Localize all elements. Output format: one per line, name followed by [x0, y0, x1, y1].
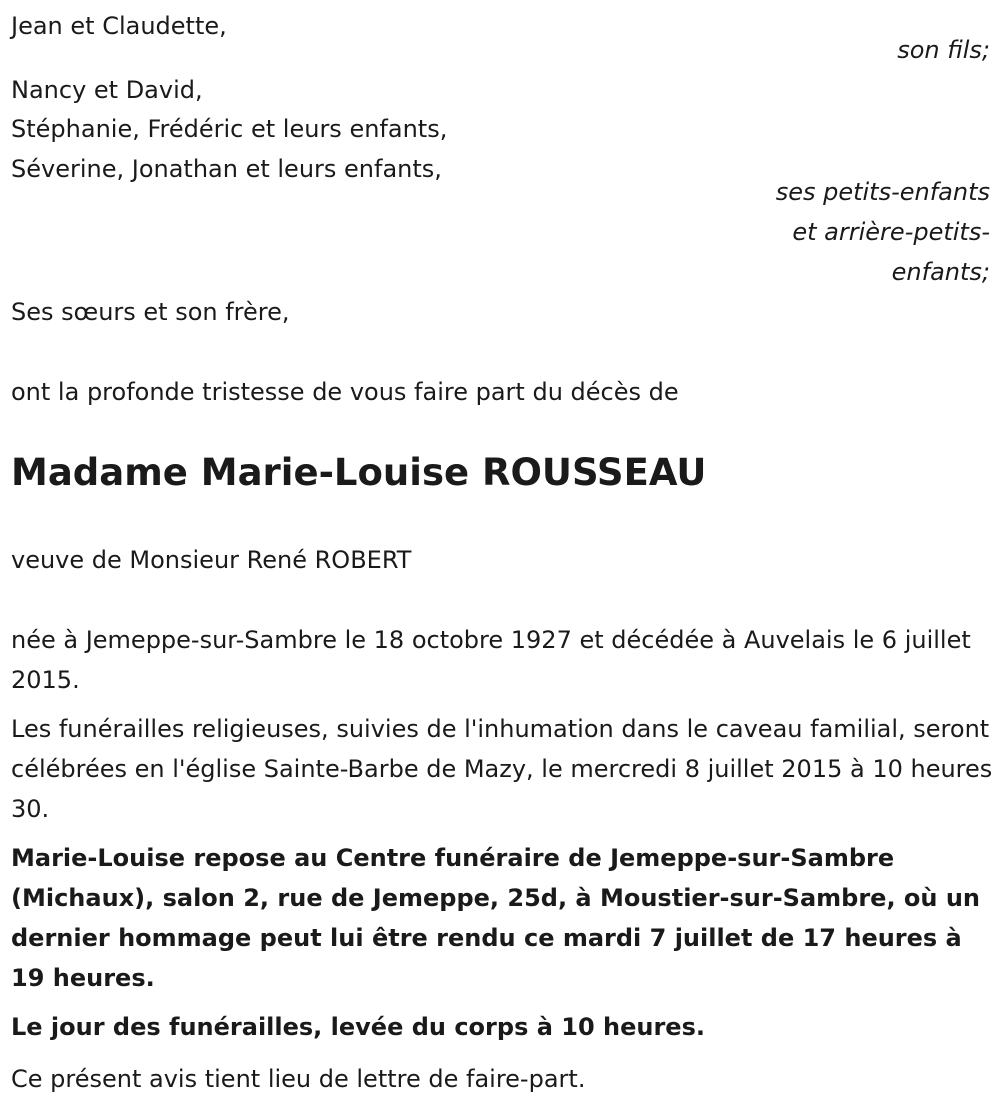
role-son-label: son fils; — [897, 36, 990, 64]
repose-paragraph: Marie-Louise repose au Centre funéraire de Jemeppe-sur-Sambre (Michaux), salon 2, rue de Jemeppe, 25d, à Moustier-sur-Sambre, où un dernier hommage peut lui être rendu ce mardi 7 juillet de 17 heures à 19 heures. — [11, 844, 981, 992]
grandchildren-line-3: Séverine, Jonathan et leurs enfants, — [11, 155, 442, 183]
announcement-text: ont la profonde tristesse de vous faire part du décès de — [11, 378, 679, 406]
closing-paragraph: Ce présent avis tient lieu de lettre de faire-part. — [11, 1065, 586, 1093]
grandchildren-line-1: Nancy et David, — [11, 76, 203, 104]
role-grandchildren-line-1: ses petits-enfants — [775, 178, 990, 206]
siblings-line: Ses sœurs et son frère, — [11, 298, 290, 326]
grandchildren-line-2: Stéphanie, Frédéric et leurs enfants, — [11, 115, 448, 143]
levee-paragraph: Le jour des funérailles, levée du corps à 10 heures. — [11, 1013, 705, 1041]
deceased-name-heading: Madame Marie-Louise ROUSSEAU — [11, 451, 707, 494]
family-children-line: Jean et Claudette, — [11, 12, 227, 40]
funeral-paragraph: Les funérailles religieuses, suivies de l'inhumation dans le caveau familial, seront célébrées en l'église Sainte-Barbe de Mazy, le mercredi 8 juillet 2015 à 10 heures 30. — [11, 715, 993, 823]
birth-death-paragraph: née à Jemeppe-sur-Sambre le 18 octobre 1927 et décédée à Auvelais le 6 juillet 2015. — [11, 626, 971, 694]
role-grandchildren-line-3: enfants; — [891, 258, 990, 286]
role-grandchildren-line-2: et arrière-petits- — [792, 218, 990, 246]
widow-of-line: veuve de Monsieur René ROBERT — [11, 546, 412, 574]
